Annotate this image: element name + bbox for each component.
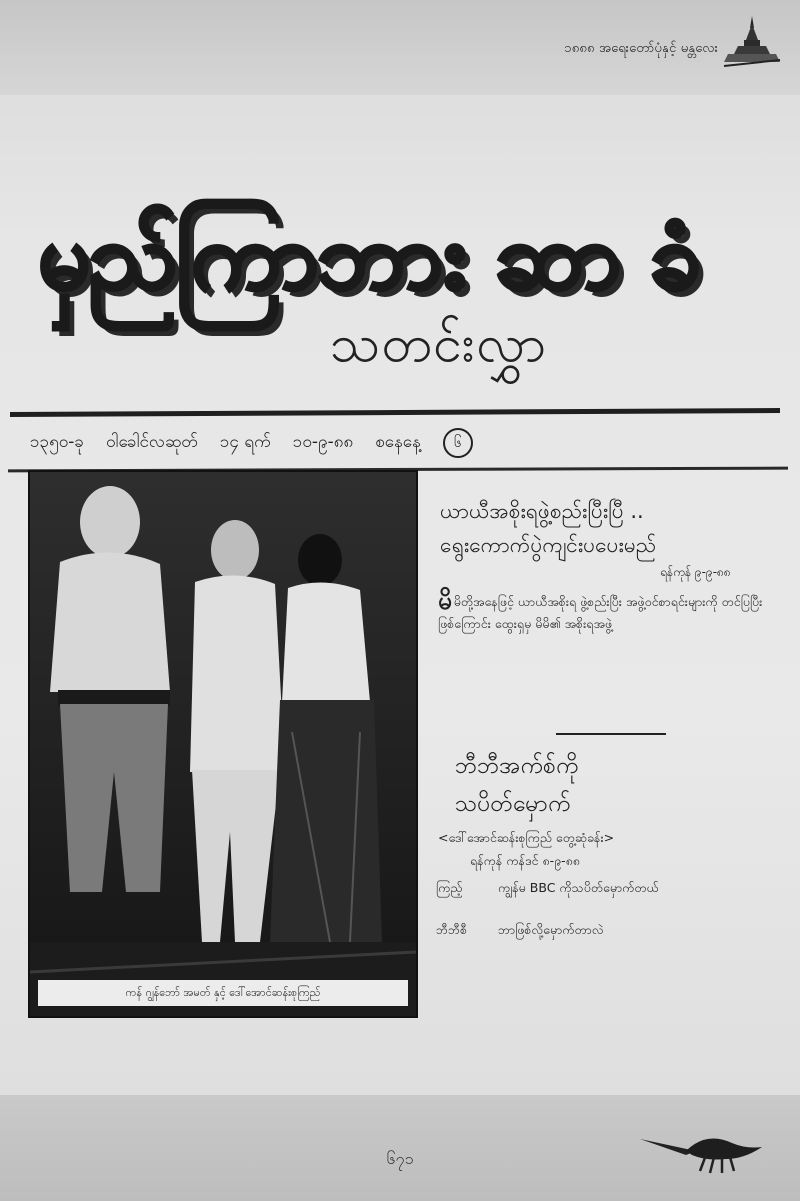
qa-item xyxy=(436,920,776,940)
dateline-month: ဝါခေါင်လဆုတ် xyxy=(105,431,198,452)
dateline-year: ၁၃၅၀-ခု xyxy=(30,431,84,452)
news-photo xyxy=(28,470,418,1018)
pagoda-icon xyxy=(722,14,782,74)
article-divider xyxy=(556,733,666,735)
article1-headline-line1: ယာယီအစိုးရဖွဲ့စည်းပြီးပြီ .. xyxy=(440,499,644,523)
dateline-weekday: စနေနေ့ xyxy=(375,431,421,452)
article1-headline xyxy=(440,494,770,562)
qa-speaker: ကြည့် xyxy=(436,880,463,895)
dateline-day: ၁၄ ရက် xyxy=(219,431,271,452)
issue-number: ၆ xyxy=(443,428,473,458)
article1-dropcap: မိ xyxy=(438,587,452,615)
article2-headline xyxy=(455,747,755,823)
page-number: ၆၇၁ xyxy=(386,1149,414,1168)
masthead-subtitle: သတင်းလွှာ xyxy=(330,314,548,374)
article2-interviewer: <ဒေါ်အောင်ဆန်းစုကြည် တွေ့ဆုံခန်း> xyxy=(438,830,615,845)
masthead-rule xyxy=(10,408,780,417)
qa-speaker: ဘီဘီစီ xyxy=(436,922,468,937)
running-header: ၁၈၈၈ အရေးတော်ပုံနှင့် မန္တလေး xyxy=(564,41,718,56)
article1-body-text: မိတို့အနေဖြင့် ယာယီအစိုးရ ဖွဲ့စည်းပြီး အဖွဲ့ဝင်စာရင်းများကို တင်ပြပြီး ဖြစ်ကြောင်း ထွေးရှမှ မိမိ၏ အစိုးရအဖွဲ့ xyxy=(438,594,763,631)
article2-headline-line1: ဘီဘီအက်စ်ကို xyxy=(455,753,579,779)
bird-icon xyxy=(636,1125,766,1175)
masthead-title: မှည်ကြာဘား ဆာ ခံ xyxy=(38,202,700,310)
article2-headline-line2: သပိတ်မှောက် xyxy=(455,791,571,817)
article1-byline: ရန်ကုန် ၉-၉-၈၈ xyxy=(660,565,731,579)
photo-caption: ကန် ဂျွန်ဘော် အမတ် နှင့် ဒေါ်အောင်ဆန်းစုကြည် xyxy=(38,980,408,1006)
qa-text: ဘာဖြစ်လို့မှောက်တာလဲ xyxy=(497,922,604,937)
article1-headline-line2: ရွေးကောက်ပွဲကျင်းပပေးမည် xyxy=(440,533,657,557)
article1-body xyxy=(438,587,770,635)
article2-place-date: ရန်ကုန် ကန်ဒင် ၈-၉-၈၈ xyxy=(470,853,580,868)
dateline xyxy=(30,428,770,458)
qa-item xyxy=(436,878,776,898)
qa-text: ကျွန်မ BBC ကိုသပိတ်မှောက်တယ် xyxy=(497,880,659,895)
dateline-date: ၁၀-၉-၈၈ xyxy=(292,431,354,452)
